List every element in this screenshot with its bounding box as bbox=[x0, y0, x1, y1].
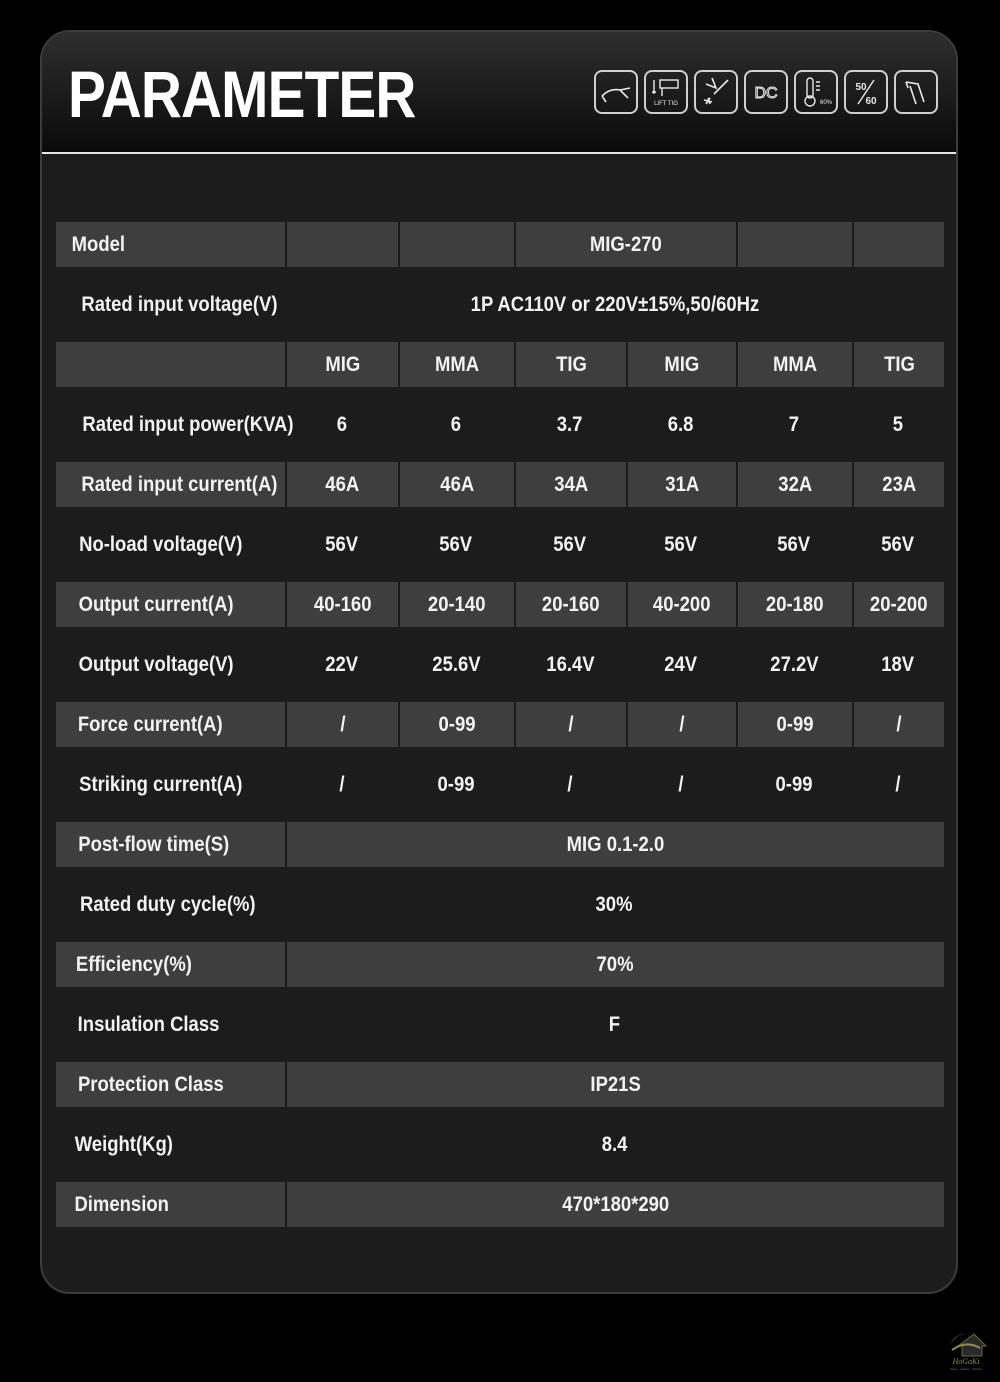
table-cell: 56V bbox=[881, 532, 915, 556]
table-row bbox=[56, 822, 944, 882]
table-cell: / bbox=[852, 702, 944, 747]
hogaki-logo bbox=[938, 1322, 994, 1372]
table-row bbox=[56, 462, 944, 522]
table-cell: 20-180 bbox=[736, 582, 852, 627]
row-value: 8.4 bbox=[601, 1132, 628, 1156]
table-cell: TIG bbox=[852, 342, 944, 387]
table-row bbox=[56, 1062, 944, 1122]
table-cell: MIG bbox=[285, 342, 398, 387]
table-cell: 56V bbox=[325, 532, 358, 556]
table-cell: TIG bbox=[514, 342, 626, 387]
table-cell: / bbox=[514, 702, 626, 747]
table-row bbox=[56, 1002, 944, 1062]
svg-text:50: 50 bbox=[855, 82, 867, 93]
table-row bbox=[56, 882, 944, 942]
table-cell: 23A bbox=[852, 462, 944, 507]
table-cell: MMA bbox=[398, 342, 514, 387]
svg-text:60: 60 bbox=[865, 96, 877, 107]
parameter-panel bbox=[40, 30, 958, 1294]
dc-icon bbox=[744, 70, 788, 114]
table-cell: 20-140 bbox=[398, 582, 514, 627]
table-cell: 31A bbox=[626, 462, 736, 507]
table-cell: MIG bbox=[626, 342, 736, 387]
table-cell: MMA bbox=[736, 342, 852, 387]
feature-icons bbox=[594, 70, 938, 114]
table-cell: 6 bbox=[336, 412, 347, 436]
table-cell: 56V bbox=[439, 532, 473, 556]
table-cell bbox=[285, 222, 398, 267]
header bbox=[42, 32, 956, 154]
row-label bbox=[56, 342, 285, 387]
row-value: F bbox=[608, 1012, 621, 1036]
table-row bbox=[56, 1182, 944, 1242]
row-label: Force current(A) bbox=[56, 702, 285, 747]
table-row bbox=[56, 522, 944, 582]
table-row bbox=[56, 702, 944, 762]
table-cell: 22V bbox=[325, 652, 358, 676]
table-cell bbox=[736, 222, 852, 267]
table-cell: 20-160 bbox=[514, 582, 626, 627]
table-cell: 6.8 bbox=[668, 412, 694, 436]
row-label: Striking current(A) bbox=[79, 772, 243, 796]
row-label: Rated input power(KVA) bbox=[82, 412, 294, 436]
row-label: Post-flow time(S) bbox=[56, 822, 285, 867]
row-label: Output voltage(V) bbox=[78, 652, 234, 676]
table-cell: / bbox=[895, 772, 901, 796]
row-label: Weight(Kg) bbox=[74, 1132, 173, 1156]
table-cell: 0-99 bbox=[775, 772, 813, 796]
model-value: MIG-270 bbox=[514, 222, 736, 267]
table-cell: / bbox=[626, 702, 736, 747]
row-label: Model bbox=[56, 222, 285, 267]
mig-torch-icon bbox=[594, 70, 638, 114]
table-row bbox=[56, 342, 944, 402]
table-cell: 27.2V bbox=[769, 652, 819, 676]
table-cell: 20-200 bbox=[852, 582, 944, 627]
row-value: IP21S bbox=[285, 1062, 944, 1107]
table-cell: 0-99 bbox=[398, 702, 514, 747]
page-title: PARAMETER bbox=[68, 57, 416, 131]
table-cell bbox=[852, 222, 944, 267]
table-cell: 5 bbox=[892, 412, 904, 436]
parameter-table bbox=[56, 222, 944, 1242]
svg-text:60%: 60% bbox=[819, 100, 833, 106]
row-label: Efficiency(%) bbox=[56, 942, 285, 987]
mma-electrode-icon bbox=[694, 70, 738, 114]
lift-tig-icon bbox=[644, 70, 688, 114]
table-cell: / bbox=[567, 772, 573, 796]
table-cell: 32A bbox=[736, 462, 852, 507]
table-row bbox=[56, 582, 944, 642]
table-cell: / bbox=[285, 702, 398, 747]
table-cell: 56V bbox=[777, 532, 811, 556]
table-row bbox=[56, 282, 944, 342]
table-row bbox=[56, 222, 944, 282]
row-label: Output current(A) bbox=[56, 582, 285, 627]
row-label: No-load voltage(V) bbox=[79, 532, 243, 556]
svg-text:DC: DC bbox=[754, 85, 778, 102]
row-value: 1P AC110V or 220V±15%,50/60Hz bbox=[470, 292, 759, 316]
row-label: Rated input current(A) bbox=[56, 462, 285, 507]
row-label: Dimension bbox=[56, 1182, 285, 1227]
table-cell: 3.7 bbox=[557, 412, 583, 436]
table-cell: / bbox=[338, 772, 345, 796]
row-label: Protection Class bbox=[56, 1062, 285, 1107]
table-cell bbox=[398, 222, 514, 267]
table-cell: 56V bbox=[553, 532, 587, 556]
row-label: Rated input voltage(V) bbox=[81, 292, 278, 316]
table-cell: 18V bbox=[881, 652, 915, 676]
table-cell: 0-99 bbox=[736, 702, 852, 747]
svg-text:HoGaKi: HoGaKi bbox=[952, 1357, 980, 1366]
row-value: 70% bbox=[285, 942, 944, 987]
table-cell: 24V bbox=[664, 652, 698, 676]
row-value: 30% bbox=[596, 892, 633, 916]
table-row bbox=[56, 402, 944, 462]
table-row bbox=[56, 642, 944, 702]
table-cell: 56V bbox=[664, 532, 698, 556]
table-cell: 46A bbox=[285, 462, 398, 507]
table-cell: 16.4V bbox=[545, 652, 595, 676]
row-label: Rated duty cycle(%) bbox=[79, 892, 256, 916]
table-cell: 40-160 bbox=[285, 582, 398, 627]
table-cell: 7 bbox=[788, 412, 800, 436]
ground-clamp-icon bbox=[894, 70, 938, 114]
table-cell: 25.6V bbox=[431, 652, 481, 676]
row-value: 470*180*290 bbox=[285, 1182, 944, 1227]
row-value: MIG 0.1-2.0 bbox=[285, 822, 944, 867]
table-row bbox=[56, 942, 944, 1002]
svg-text:LIFT TIG: LIFT TIG bbox=[654, 101, 678, 107]
table-row bbox=[56, 762, 944, 822]
table-row bbox=[56, 1122, 944, 1182]
table-cell: 6 bbox=[450, 412, 462, 436]
svg-text:home · garden · kitchen: home · garden · kitchen bbox=[950, 1367, 982, 1371]
table-cell: 34A bbox=[514, 462, 626, 507]
frequency-icon bbox=[844, 70, 888, 114]
table-cell: 40-200 bbox=[626, 582, 736, 627]
duty-cycle-icon bbox=[794, 70, 838, 114]
table-cell: 46A bbox=[398, 462, 514, 507]
row-label: Insulation Class bbox=[77, 1012, 220, 1036]
table-cell: 0-99 bbox=[437, 772, 475, 796]
table-cell: / bbox=[678, 772, 684, 796]
